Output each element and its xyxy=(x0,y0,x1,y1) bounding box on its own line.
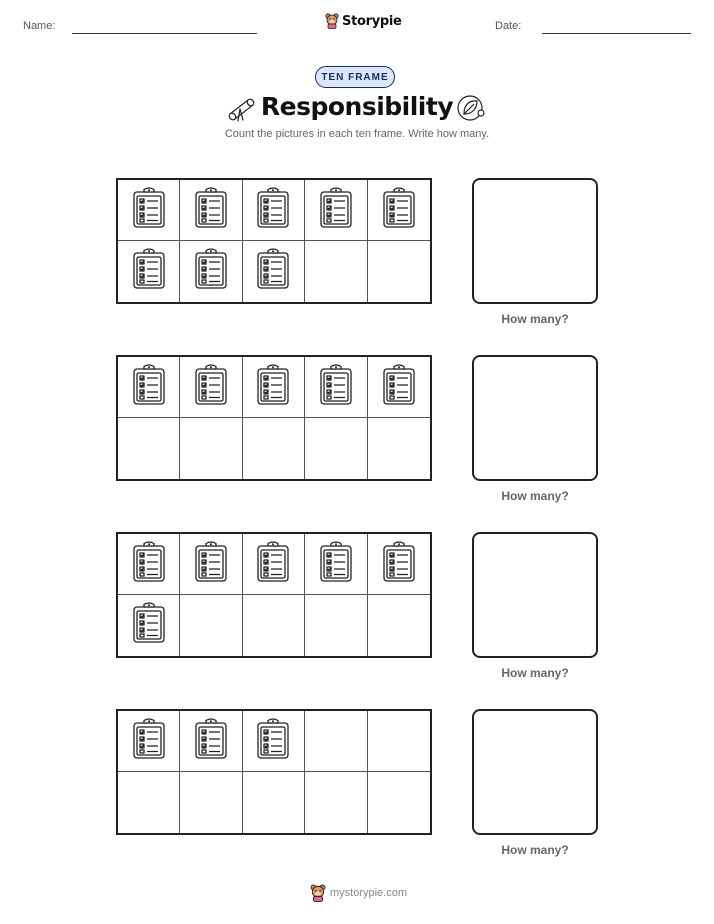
clipboard-checklist-icon xyxy=(194,187,228,234)
bear-mascot-icon xyxy=(325,13,339,29)
clipboard-checklist-icon xyxy=(319,541,353,588)
ten-frame-cell xyxy=(180,357,242,418)
title-row xyxy=(0,92,714,128)
ten-frame-cell xyxy=(368,357,430,418)
how-many-label: How many? xyxy=(501,666,569,680)
ten-frame-2 xyxy=(116,355,432,481)
clipboard-checklist-icon xyxy=(256,541,290,588)
ten-frame-cell xyxy=(305,180,367,241)
ten-frame-cell xyxy=(243,418,305,479)
ten-frame-cell xyxy=(368,241,430,302)
ten-frame-cell xyxy=(305,595,367,656)
clipboard-checklist-icon xyxy=(319,187,353,234)
clipboard-checklist-icon xyxy=(132,187,166,234)
ten-frame-cell xyxy=(180,772,242,833)
ten-frame-cell xyxy=(180,180,242,241)
clipboard-checklist-icon xyxy=(132,248,166,295)
ten-frame-cell xyxy=(243,180,305,241)
ten-frame-cell xyxy=(118,772,180,833)
ten-frame-cell xyxy=(305,241,367,302)
page-title: Responsibility xyxy=(260,92,454,121)
footer-url: mystorypie.com xyxy=(330,887,408,899)
clipboard-checklist-icon xyxy=(194,248,228,295)
clipboard-checklist-icon xyxy=(132,718,166,765)
how-many-label: How many? xyxy=(501,843,569,857)
ten-frame-cell xyxy=(368,180,430,241)
clipboard-checklist-icon xyxy=(132,602,166,649)
clipboard-checklist-icon xyxy=(382,364,416,411)
ten-frame-cell xyxy=(305,357,367,418)
ten-frame-cell xyxy=(243,534,305,595)
ten-frame-cell xyxy=(118,595,180,656)
answer-box-4[interactable] xyxy=(472,709,598,835)
how-many-label: How many? xyxy=(501,312,569,326)
ten-frame-cell xyxy=(305,772,367,833)
name-line[interactable] xyxy=(72,33,257,34)
clipboard-checklist-icon xyxy=(194,364,228,411)
clipboard-checklist-icon xyxy=(194,541,228,588)
ten-frame-cell xyxy=(180,241,242,302)
ten-frame-cell xyxy=(118,241,180,302)
clipboard-checklist-icon xyxy=(256,187,290,234)
ten-frame-cell xyxy=(243,772,305,833)
ten-frame-3 xyxy=(116,532,432,658)
ten-frame-cell xyxy=(180,711,242,772)
ten-frame-cell xyxy=(305,534,367,595)
ten-frame-cell xyxy=(368,711,430,772)
ten-frame-cell xyxy=(368,534,430,595)
ten-frame-cell xyxy=(118,711,180,772)
ten-frame-cell xyxy=(243,241,305,302)
date-line[interactable] xyxy=(542,33,691,34)
leaf-badge-icon xyxy=(456,94,486,127)
ten-frame-cell xyxy=(368,772,430,833)
ten-frame-cell xyxy=(118,180,180,241)
answer-box-3[interactable] xyxy=(472,532,598,658)
clipboard-checklist-icon xyxy=(256,364,290,411)
ten-frame-cell xyxy=(368,418,430,479)
instructions: Count the pictures in each ten frame. Write how many. xyxy=(224,128,490,140)
ten-frame-cell xyxy=(118,357,180,418)
ten-frame-cell xyxy=(368,595,430,656)
clipboard-checklist-icon xyxy=(132,541,166,588)
clipboard-checklist-icon xyxy=(382,541,416,588)
ten-frame-cell xyxy=(180,534,242,595)
clipboard-checklist-icon xyxy=(319,364,353,411)
answer-box-1[interactable] xyxy=(472,178,598,304)
ten-frame-cell xyxy=(180,418,242,479)
brand-logo xyxy=(325,13,402,29)
clipboard-checklist-icon xyxy=(382,187,416,234)
ten-frame-cell xyxy=(118,534,180,595)
answer-box-2[interactable] xyxy=(472,355,598,481)
ten-frame-1 xyxy=(116,178,432,304)
clipboard-checklist-icon xyxy=(132,364,166,411)
date-label: Date: xyxy=(495,20,522,32)
ten-frame-cell xyxy=(243,595,305,656)
worksheet-type-badge: TEN FRAME xyxy=(315,66,395,88)
ten-frame-cell xyxy=(305,711,367,772)
clipboard-checklist-icon xyxy=(256,248,290,295)
ten-frame-cell xyxy=(243,357,305,418)
brand-name: Storypie xyxy=(342,13,402,29)
ten-frame-cell xyxy=(118,418,180,479)
ten-frame-cell xyxy=(180,595,242,656)
ten-frame-cell xyxy=(243,711,305,772)
ten-frame-4 xyxy=(116,709,432,835)
clipboard-checklist-icon xyxy=(256,718,290,765)
clipboard-checklist-icon xyxy=(194,718,228,765)
ten-frame-cell xyxy=(305,418,367,479)
name-label: Name: xyxy=(23,20,56,32)
footer xyxy=(310,884,407,902)
how-many-label: How many? xyxy=(501,489,569,503)
bear-mascot-icon xyxy=(310,884,326,902)
